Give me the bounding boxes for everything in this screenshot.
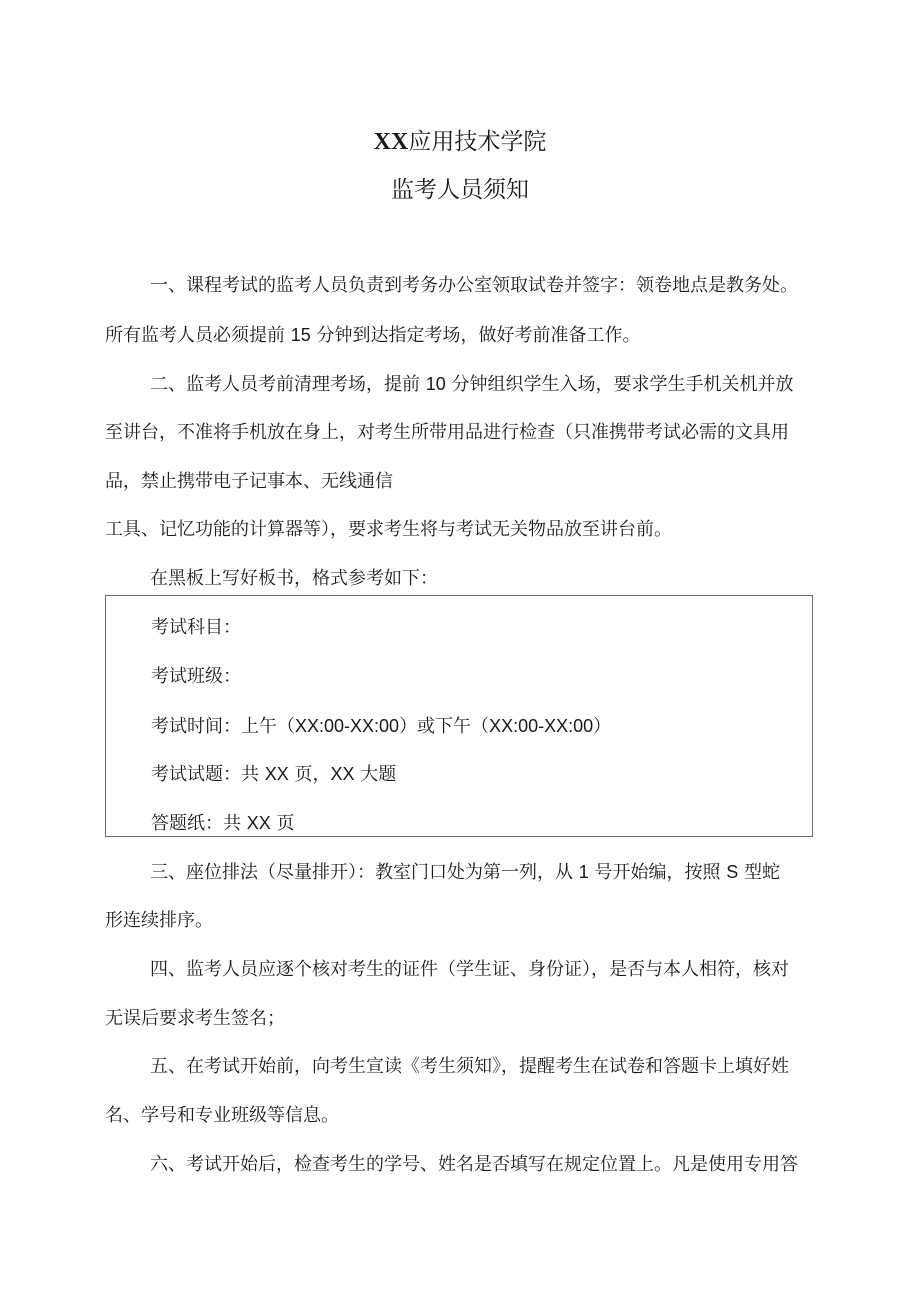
text-segment: 大题 xyxy=(360,764,397,785)
title-school-prefix: XX xyxy=(373,129,409,155)
answer-pages: XX xyxy=(246,813,271,833)
paragraph-5-line-1: 五、在考试开始前，向考生宣读《考生须知》，提醒考生在试卷和答题卡上填好姓 xyxy=(150,1056,789,1077)
text-segment: 页， xyxy=(294,764,331,785)
board-exam-questions xyxy=(151,761,396,788)
board-answer-sheet xyxy=(151,810,294,837)
number-segment: 15 xyxy=(290,325,311,345)
paragraph-2-line-2: 至讲台，不准将手机放在身上，对考生所带用品进行检查（只准携带考试必需的文具用 xyxy=(105,422,789,443)
paragraph-5-line-2: 名、学号和专业班级等信息。 xyxy=(105,1105,339,1126)
paragraph-3-line-2: 形连续排序。 xyxy=(105,910,213,931)
text-segment: 号开始编，按照 xyxy=(594,862,721,883)
paragraph-6-line-1: 六、考试开始后，检查考生的学号、姓名是否填写在规定位置上。凡是使用专用答 xyxy=(150,1154,798,1175)
number-segment: 1 xyxy=(578,862,589,882)
blackboard-format-box xyxy=(105,595,813,837)
text-segment: 二、监考人员考前清理考场，提前 xyxy=(150,374,420,395)
text-segment: ） xyxy=(593,716,612,737)
paragraph-1-line-2 xyxy=(105,322,825,349)
text-segment: 三、座位排法（尽量排开）：教室门口处为第一列，从 xyxy=(150,862,573,883)
paragraph-4-line-1: 四、监考人员应逐个核对考生的证件（学生证、身份证），是否与本人相符，核对 xyxy=(150,959,789,980)
text-segment: ）或下午（ xyxy=(399,716,490,737)
document-title-school xyxy=(0,127,920,157)
paragraph-2-line-3: 品，禁止携带电子记事本、无线通信 xyxy=(105,471,393,492)
board-exam-time xyxy=(151,713,611,740)
questions-count: XX xyxy=(330,764,355,784)
text-segment: 分钟到达指定考场，做好考前准备工作。 xyxy=(316,325,641,346)
text-segment: 答题纸：共 xyxy=(151,813,241,834)
text-segment: 分钟组织学生入场，要求学生手机关机并放 xyxy=(451,374,794,395)
paragraph-4-line-2: 无误后要求考生签名； xyxy=(105,1008,285,1029)
letter-segment: S xyxy=(726,862,739,882)
paragraph-2-line-1 xyxy=(150,371,825,398)
board-exam-class: 考试班级： xyxy=(151,666,241,687)
paragraph-2-line-5: 在黑板上写好板书，格式参考如下： xyxy=(150,568,438,589)
document-title-notice: 监考人员须知 xyxy=(391,177,529,203)
paragraph-1-line-1: 一、课程考试的监考人员负责到考务办公室领取试卷并签字：领卷地点是教务处。 xyxy=(150,275,798,296)
text-segment: 考试试题：共 xyxy=(151,764,259,785)
paragraph-2-line-4: 工具、记忆功能的计算器等），要求考生将与考试无关物品放至讲台前。 xyxy=(105,519,672,540)
number-segment: 10 xyxy=(425,374,446,394)
text-segment: 所有监考人员必须提前 xyxy=(105,325,285,346)
questions-pages: XX xyxy=(264,764,289,784)
time-am: XX:00-XX:00 xyxy=(295,716,400,736)
time-pm: XX:00-XX:00 xyxy=(489,716,594,736)
title-school-name: 应用技术学院 xyxy=(408,129,547,155)
text-segment: 型蛇 xyxy=(743,862,780,883)
paragraph-3-line-1 xyxy=(150,859,825,886)
board-exam-subject: 考试科目： xyxy=(151,617,241,638)
text-segment: 考试时间：上午（ xyxy=(151,716,295,737)
text-segment: 页 xyxy=(276,813,295,834)
